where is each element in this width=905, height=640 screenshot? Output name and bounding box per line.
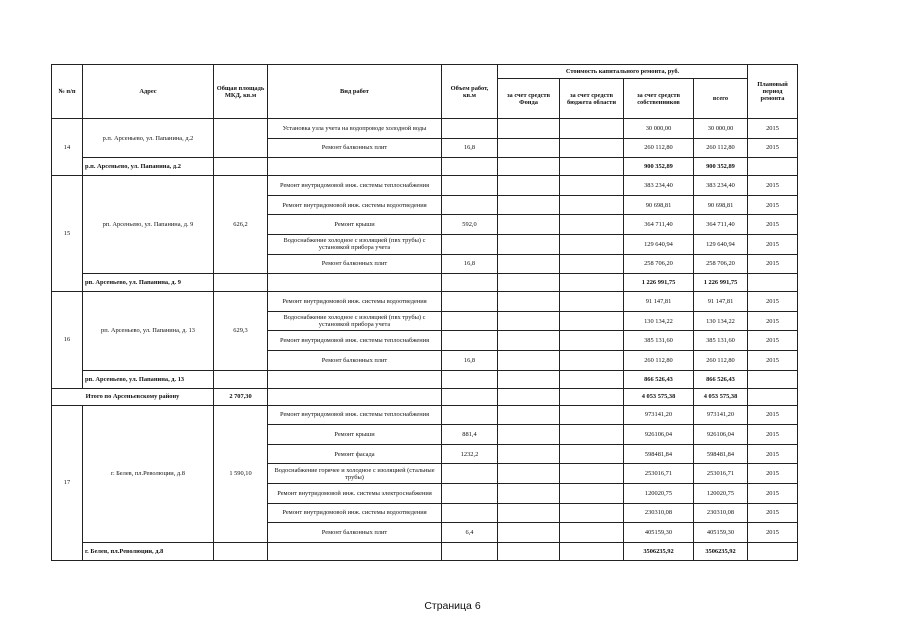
row-number: 16 xyxy=(52,292,83,388)
cell-region xyxy=(560,350,624,370)
cell-owners: 258 706,20 xyxy=(624,254,694,274)
cell-fund xyxy=(498,523,560,543)
cell-owners: 260 112,80 xyxy=(624,138,694,158)
cell-owners: 253016,71 xyxy=(624,464,694,484)
repair-cost-table xyxy=(51,64,798,561)
document-sheet xyxy=(51,64,797,561)
cell-total: 364 711,40 xyxy=(694,215,748,235)
subtotal-area xyxy=(214,274,268,292)
subtotal-volume xyxy=(442,370,498,388)
cell-fund xyxy=(498,119,560,139)
cell-volume xyxy=(442,483,498,503)
subtotal-work xyxy=(268,542,442,560)
district-total-volume xyxy=(442,388,498,405)
cell-work-type: Ремонт внутридомовой инж. системы водоотведения xyxy=(268,195,442,215)
cell-period: 2015 xyxy=(748,234,798,254)
cell-region xyxy=(560,331,624,351)
row-area: 629,3 xyxy=(214,292,268,370)
cell-fund xyxy=(498,311,560,331)
cell-period: 2015 xyxy=(748,195,798,215)
cell-owners: 130 134,22 xyxy=(624,311,694,331)
district-total-total: 4 053 575,38 xyxy=(694,388,748,405)
cell-owners: 120020,75 xyxy=(624,483,694,503)
cell-period: 2015 xyxy=(748,503,798,523)
subtotal-row xyxy=(52,158,798,176)
cell-owners: 90 698,81 xyxy=(624,195,694,215)
cell-volume xyxy=(442,292,498,312)
cell-volume: 16,8 xyxy=(442,254,498,274)
cell-owners: 383 234,40 xyxy=(624,176,694,196)
header-area: Общая площадь МКД, кв.м xyxy=(214,65,268,119)
subtotal-region xyxy=(560,542,624,560)
page-number: Страница 6 xyxy=(424,600,481,612)
cell-region xyxy=(560,503,624,523)
cell-total: 405159,30 xyxy=(694,523,748,543)
subtotal-label: рп. Арсеньево, ул. Папанина, д. 9 xyxy=(83,274,214,292)
subtotal-fund xyxy=(498,158,560,176)
cell-owners: 364 711,40 xyxy=(624,215,694,235)
table-row xyxy=(52,292,798,312)
cell-period: 2015 xyxy=(748,254,798,274)
subtotal-owners: 866 526,43 xyxy=(624,370,694,388)
cell-region xyxy=(560,405,624,425)
cell-fund xyxy=(498,350,560,370)
cell-total: 260 112,80 xyxy=(694,138,748,158)
cell-fund xyxy=(498,444,560,464)
cell-period: 2015 xyxy=(748,138,798,158)
subtotal-work xyxy=(268,274,442,292)
subtotal-volume xyxy=(442,542,498,560)
subtotal-label: рп. Арсеньево, ул. Папанина, д. 13 xyxy=(83,370,214,388)
subtotal-work xyxy=(268,158,442,176)
row-number: 15 xyxy=(52,176,83,292)
subtotal-owners: 1 226 991,75 xyxy=(624,274,694,292)
subtotal-area xyxy=(214,542,268,560)
cell-period: 2015 xyxy=(748,119,798,139)
cell-work-type: Водоснабжение холодное с изоляцией (пвх трубы) с установкой прибора учета xyxy=(268,311,442,331)
cell-region xyxy=(560,311,624,331)
district-total-work xyxy=(268,388,442,405)
cell-fund xyxy=(498,254,560,274)
subtotal-row xyxy=(52,274,798,292)
cell-total: 260 112,80 xyxy=(694,350,748,370)
cell-owners: 598481,84 xyxy=(624,444,694,464)
subtotal-area xyxy=(214,370,268,388)
cell-work-type: Ремонт внутридомовой инж. системы водоотведения xyxy=(268,503,442,523)
subtotal-period xyxy=(748,158,798,176)
subtotal-total: 900 352,89 xyxy=(694,158,748,176)
cell-fund xyxy=(498,483,560,503)
cell-total: 30 000,00 xyxy=(694,119,748,139)
cell-region xyxy=(560,464,624,484)
cell-volume: 592,0 xyxy=(442,215,498,235)
row-area xyxy=(214,119,268,158)
cell-total: 90 698,81 xyxy=(694,195,748,215)
subtotal-period xyxy=(748,542,798,560)
cell-fund xyxy=(498,138,560,158)
cell-fund xyxy=(498,405,560,425)
header-address: Адрес xyxy=(83,65,214,119)
cell-volume xyxy=(442,464,498,484)
cell-period: 2015 xyxy=(748,176,798,196)
cell-owners: 230310,08 xyxy=(624,503,694,523)
cell-work-type: Ремонт внутридомовой инж. системы теплоснабжения xyxy=(268,176,442,196)
cell-period: 2015 xyxy=(748,215,798,235)
cell-work-type: Ремонт балконных плит xyxy=(268,254,442,274)
cell-work-type: Ремонт балконных плит xyxy=(268,523,442,543)
cell-volume: 6,4 xyxy=(442,523,498,543)
cell-total: 383 234,40 xyxy=(694,176,748,196)
cell-region xyxy=(560,119,624,139)
cell-total: 598481,84 xyxy=(694,444,748,464)
cell-work-type: Ремонт балконных плит xyxy=(268,350,442,370)
cell-period: 2015 xyxy=(748,331,798,351)
row-area: 626,2 xyxy=(214,176,268,274)
cell-fund xyxy=(498,331,560,351)
subtotal-period xyxy=(748,370,798,388)
cell-volume xyxy=(442,405,498,425)
cell-work-type: Водоснабжение горячее и холодное с изоляцией (стальные трубы) xyxy=(268,464,442,484)
subtotal-region xyxy=(560,370,624,388)
cell-region xyxy=(560,292,624,312)
cell-region xyxy=(560,234,624,254)
cell-work-type: Ремонт внутридомовой инж. системы теплоснабжения xyxy=(268,331,442,351)
cell-work-type: Ремонт внутридомовой инж. системы водоотведения xyxy=(268,292,442,312)
cell-owners: 405159,30 xyxy=(624,523,694,543)
cell-period: 2015 xyxy=(748,444,798,464)
cell-fund xyxy=(498,464,560,484)
cell-fund xyxy=(498,195,560,215)
subtotal-owners: 900 352,89 xyxy=(624,158,694,176)
cell-volume: 16,8 xyxy=(442,138,498,158)
table-body xyxy=(52,119,798,561)
subtotal-fund xyxy=(498,542,560,560)
row-area: 1 590,10 xyxy=(214,405,268,542)
cell-owners: 30 000,00 xyxy=(624,119,694,139)
subtotal-volume xyxy=(442,274,498,292)
cell-work-type: Ремонт крыши xyxy=(268,215,442,235)
row-number: 14 xyxy=(52,119,83,176)
subtotal-label: р.п. Арсеньево, ул. Папанина, д.2 xyxy=(83,158,214,176)
subtotal-area xyxy=(214,158,268,176)
cell-fund xyxy=(498,503,560,523)
header-region: за счет средств бюджета области xyxy=(560,79,624,119)
cell-region xyxy=(560,254,624,274)
cell-region xyxy=(560,444,624,464)
subtotal-total: 3506235,92 xyxy=(694,542,748,560)
cell-total: 129 640,94 xyxy=(694,234,748,254)
cell-volume xyxy=(442,331,498,351)
cell-region xyxy=(560,483,624,503)
cell-total: 926106,04 xyxy=(694,425,748,445)
subtotal-total: 1 226 991,75 xyxy=(694,274,748,292)
cell-period: 2015 xyxy=(748,464,798,484)
cell-period: 2015 xyxy=(748,425,798,445)
cell-volume xyxy=(442,176,498,196)
cell-period: 2015 xyxy=(748,292,798,312)
cell-fund xyxy=(498,234,560,254)
cell-total: 253016,71 xyxy=(694,464,748,484)
subtotal-work xyxy=(268,370,442,388)
row-address: р.п. Арсеньево, ул. Папанина, д.2 xyxy=(83,119,214,158)
cell-owners: 260 112,80 xyxy=(624,350,694,370)
cell-fund xyxy=(498,176,560,196)
district-total-row xyxy=(52,388,798,405)
cell-work-type: Ремонт внутридомовой инж. системы теплоснабжения xyxy=(268,405,442,425)
cell-fund xyxy=(498,215,560,235)
cell-period: 2015 xyxy=(748,483,798,503)
header-fund: за счет средств Фонда xyxy=(498,79,560,119)
cell-work-type: Ремонт внутридомовой инж. системы электроснабжения xyxy=(268,483,442,503)
cell-volume xyxy=(442,503,498,523)
district-total-fund xyxy=(498,388,560,405)
district-total-owners: 4 053 575,38 xyxy=(624,388,694,405)
district-total-region xyxy=(560,388,624,405)
subtotal-region xyxy=(560,274,624,292)
table-row xyxy=(52,119,798,139)
row-number: 17 xyxy=(52,405,83,560)
table-row xyxy=(52,405,798,425)
cell-total: 120020,75 xyxy=(694,483,748,503)
header-period: Плановый период ремонта xyxy=(748,65,798,119)
cell-period: 2015 xyxy=(748,523,798,543)
cell-total: 130 134,22 xyxy=(694,311,748,331)
cell-volume xyxy=(442,234,498,254)
cell-volume: 881,4 xyxy=(442,425,498,445)
cell-volume xyxy=(442,311,498,331)
subtotal-fund xyxy=(498,370,560,388)
cell-total: 385 131,60 xyxy=(694,331,748,351)
cell-owners: 926106,04 xyxy=(624,425,694,445)
cell-volume xyxy=(442,195,498,215)
row-address: рп. Арсеньево, ул. Папанина, д. 13 xyxy=(83,292,214,370)
row-address: рп. Арсеньево, ул. Папанина, д. 9 xyxy=(83,176,214,274)
cell-total: 973141,20 xyxy=(694,405,748,425)
cell-work-type: Установка узла учета на водопроводе холодной воды xyxy=(268,119,442,139)
header-num: № п/п xyxy=(52,65,83,119)
cell-region xyxy=(560,176,624,196)
cell-fund xyxy=(498,292,560,312)
cell-total: 230310,08 xyxy=(694,503,748,523)
subtotal-volume xyxy=(442,158,498,176)
cell-region xyxy=(560,523,624,543)
header-total: всего xyxy=(694,79,748,119)
subtotal-owners: 3506235,92 xyxy=(624,542,694,560)
cell-region xyxy=(560,195,624,215)
table-row xyxy=(52,176,798,196)
cell-work-type: Ремонт крыши xyxy=(268,425,442,445)
header-work-type: Вид работ xyxy=(268,65,442,119)
subtotal-region xyxy=(560,158,624,176)
cell-owners: 129 640,94 xyxy=(624,234,694,254)
subtotal-row xyxy=(52,370,798,388)
cell-volume: 16,8 xyxy=(442,350,498,370)
district-total-area: 2 707,30 xyxy=(214,388,268,405)
subtotal-label: г. Белев, пл.Революции, д.8 xyxy=(83,542,214,560)
subtotal-fund xyxy=(498,274,560,292)
cell-fund xyxy=(498,425,560,445)
cell-total: 258 706,20 xyxy=(694,254,748,274)
cell-owners: 973141,20 xyxy=(624,405,694,425)
subtotal-total: 866 526,43 xyxy=(694,370,748,388)
subtotal-row xyxy=(52,542,798,560)
cell-period: 2015 xyxy=(748,405,798,425)
subtotal-period xyxy=(748,274,798,292)
district-total-label: Итого по Арсеньевскому району xyxy=(52,388,214,405)
cell-period: 2015 xyxy=(748,311,798,331)
header-owners: за счет средств собственников xyxy=(624,79,694,119)
row-address: г. Белев, пл.Революции, д.8 xyxy=(83,405,214,542)
cell-region xyxy=(560,425,624,445)
cell-region xyxy=(560,138,624,158)
cell-period: 2015 xyxy=(748,350,798,370)
cell-work-type: Ремонт балконных плит xyxy=(268,138,442,158)
cell-work-type: Водоснабжение холодное с изоляцией (пвх трубы) с установкой прибора учета xyxy=(268,234,442,254)
header-cost-group: Стоимость капитального ремонта, руб. xyxy=(498,65,748,79)
district-total-period xyxy=(748,388,798,405)
cell-work-type: Ремонт фасада xyxy=(268,444,442,464)
cell-total: 91 147,81 xyxy=(694,292,748,312)
cell-region xyxy=(560,215,624,235)
cell-owners: 385 131,60 xyxy=(624,331,694,351)
cell-volume xyxy=(442,119,498,139)
header-volume: Объем работ, кв.м xyxy=(442,65,498,119)
cell-owners: 91 147,81 xyxy=(624,292,694,312)
cell-volume: 1232,2 xyxy=(442,444,498,464)
